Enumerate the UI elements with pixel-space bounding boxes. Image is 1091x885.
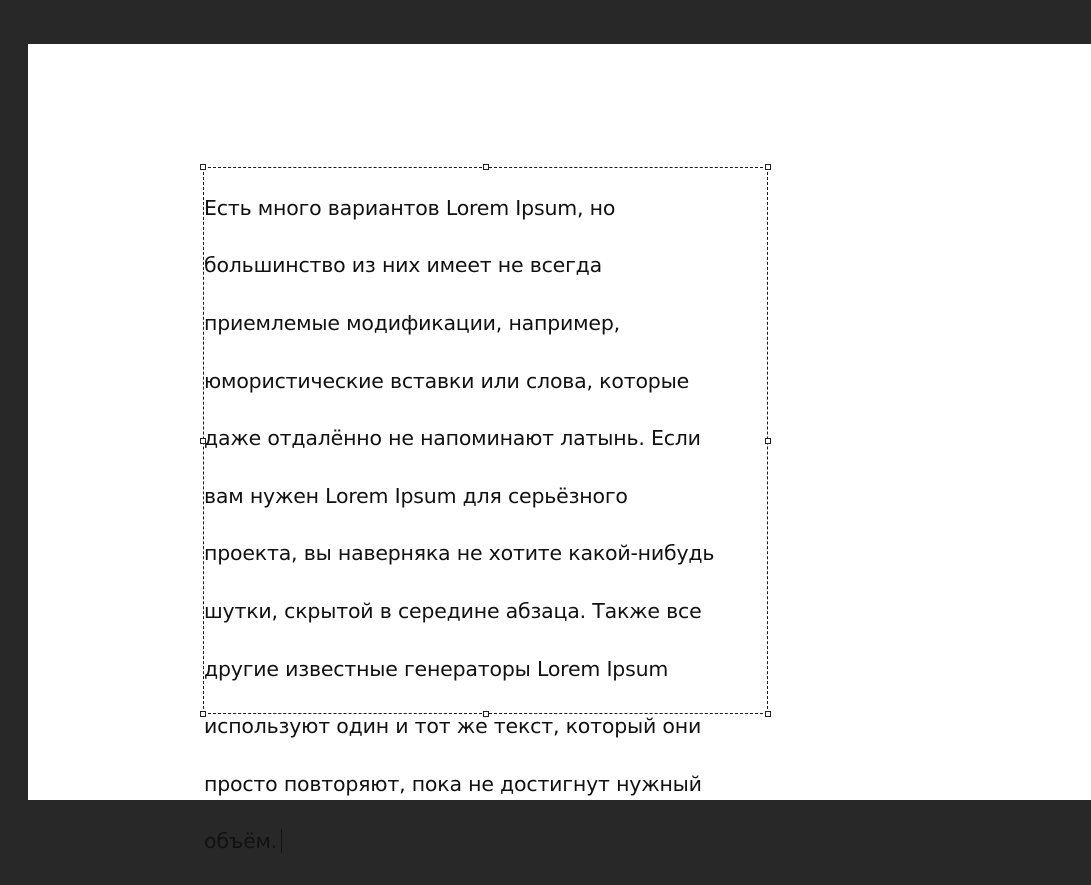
text-line: другие известные генераторы Lorem Ipsum bbox=[204, 656, 669, 681]
text-line: проекта, вы наверняка не хотите какой-нибудь bbox=[204, 541, 715, 566]
text-line: даже отдалённо не напоминают латынь. Если bbox=[204, 426, 701, 451]
text-line: юмористические вставки или слова, которые bbox=[204, 368, 690, 393]
text-line: вам нужен Lorem Ipsum для серьёзного bbox=[204, 483, 628, 508]
text-line: приемлемые модификации, например, bbox=[204, 310, 620, 335]
text-cursor bbox=[281, 829, 282, 853]
text-line: используют один и тот же текст, который они bbox=[204, 714, 702, 739]
text-box-frame[interactable] bbox=[203, 167, 768, 854]
workspace-left-bar bbox=[0, 44, 28, 800]
workspace-top-bar bbox=[0, 0, 1091, 44]
text-line: шутки, скрытой в середине абзаца. Также все bbox=[204, 598, 702, 623]
text-line: Есть много вариантов Lorem Ipsum, но bbox=[204, 195, 616, 220]
text-line: объём. bbox=[204, 829, 278, 854]
text-line: большинство из них имеет не всегда bbox=[204, 253, 602, 278]
text-box-content[interactable] bbox=[204, 165, 766, 885]
text-line-last bbox=[204, 827, 766, 856]
text-line: просто повторяют, пока не достигнут нужный bbox=[204, 771, 702, 796]
